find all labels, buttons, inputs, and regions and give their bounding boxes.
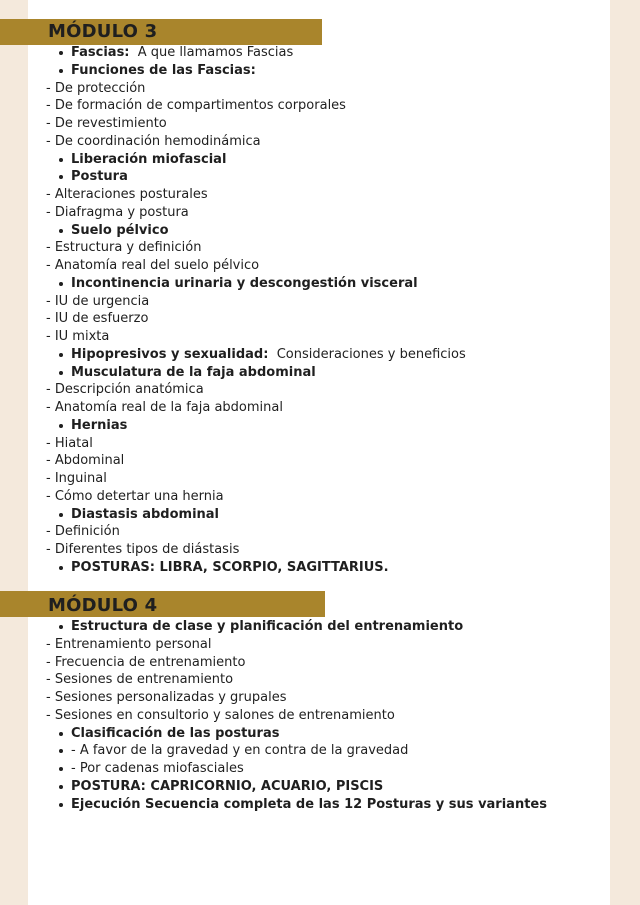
list-item-subpoint [46, 115, 606, 133]
list-item-subpoint [46, 204, 606, 222]
list-item-subpoint [46, 399, 606, 417]
list-item-heading: Clasificación de las posturas [71, 725, 280, 741]
list-item-text: - De formación de compartimentos corporales [46, 98, 346, 114]
list-item-subpoint [46, 435, 606, 453]
list-item-text: - Anatomía real de la faja abdominal [46, 400, 283, 415]
list-item-subpoint [46, 133, 606, 151]
list-item-bullet [46, 346, 606, 364]
list-item-bullet [46, 506, 606, 524]
module-4-title: MÓDULO 4 [48, 595, 158, 616]
list-item-heading: POSTURAS: LIBRA, SCORPIO, SAGITTARIUS. [71, 559, 389, 575]
list-item-subpoint [46, 654, 606, 672]
list-item-text: - Alteraciones posturales [46, 187, 208, 202]
list-item-text: - Descripción anatómica [46, 382, 204, 398]
list-item-text: - Sesiones de entrenamiento [46, 672, 234, 688]
list-item-bullet [46, 62, 606, 80]
list-item-text: - De protección [46, 80, 146, 96]
list-item-heading: Hernias [71, 417, 128, 433]
list-item-bullet [46, 618, 606, 636]
list-item-heading: Diastasis abdominal [71, 506, 220, 522]
list-item-subpoint [46, 452, 606, 470]
list-item-heading: Liberación miofascial [71, 151, 227, 167]
list-item-subpoint [46, 381, 606, 399]
list-item-subpoint [46, 293, 606, 311]
list-item-subpoint [46, 488, 606, 506]
list-item-text: - Frecuencia de entrenamiento [46, 654, 246, 670]
list-item-heading: Postura [71, 169, 128, 185]
list-item-text: A que llamamos Fascias [129, 45, 294, 60]
list-item-bullet [46, 222, 606, 240]
list-item-bullet [46, 725, 606, 743]
list-item-subpoint [46, 310, 606, 328]
list-item-heading: Fascias: [71, 45, 130, 60]
list-item-subpoint [46, 80, 606, 98]
list-item-bullet [46, 151, 606, 169]
list-item-text: - Estructura y definición [46, 240, 202, 256]
list-item-bullet [46, 275, 606, 293]
list-item-bullet [46, 168, 606, 186]
module-4-topic-list [46, 618, 606, 813]
list-item-bullet [46, 417, 606, 435]
list-item-text: - Diafragma y postura [46, 204, 189, 220]
list-item-subpoint [46, 239, 606, 257]
list-item-text: - Entrenamiento personal [46, 636, 212, 652]
list-item-bullet [46, 778, 606, 796]
list-item-heading: Musculatura de la faja abdominal [71, 364, 316, 380]
list-item-text: Consideraciones y beneficios [268, 346, 466, 362]
list-item-text: - IU mixta [46, 329, 110, 344]
list-item-subpoint [46, 470, 606, 488]
page-margin-right [610, 0, 640, 905]
list-item-subpoint [46, 671, 606, 689]
list-item-text: - De revestimiento [46, 116, 167, 131]
list-item-bullet [46, 742, 606, 760]
list-item-subpoint [46, 541, 606, 559]
list-item-subpoint [46, 257, 606, 275]
list-item-text: - A favor de la gravedad y en contra de la gravedad [71, 743, 409, 759]
list-item-subpoint [46, 97, 606, 115]
list-item-heading: Suelo pélvico [71, 222, 169, 238]
list-item-heading: POSTURA: CAPRICORNIO, ACUARIO, PISCIS [71, 778, 384, 794]
list-item-text: - Inguinal [46, 471, 107, 486]
list-item-text: - Abdominal [46, 453, 125, 469]
list-item-text: - IU de esfuerzo [46, 311, 149, 327]
list-item-heading: Funciones de las Fascias: [71, 62, 256, 78]
list-item-bullet [46, 559, 606, 577]
list-item-subpoint [46, 689, 606, 707]
list-item-subpoint [46, 186, 606, 204]
module-3-title: MÓDULO 3 [48, 21, 158, 42]
list-item-subpoint [46, 523, 606, 541]
list-item-text: - Definición [46, 524, 120, 540]
list-item-bullet [46, 796, 606, 814]
list-item-subpoint [46, 707, 606, 725]
list-item-heading: Hipopresivos y sexualidad: [71, 346, 269, 362]
list-item-bullet [46, 44, 606, 62]
list-item-text: - IU de urgencia [46, 293, 150, 309]
list-item-subpoint [46, 636, 606, 654]
list-item-text: - Hiatal [46, 435, 93, 451]
list-item-heading: Ejecución Secuencia completa de las 12 Posturas y sus variantes [71, 796, 547, 812]
list-item-subpoint [46, 328, 606, 346]
list-item-text: - Diferentes tipos de diástasis [46, 542, 240, 557]
list-item-bullet [46, 364, 606, 382]
list-item-text: - Cómo detertar una hernia [46, 488, 224, 504]
list-item-text: - De coordinación hemodinámica [46, 133, 261, 149]
page-margin-left [0, 0, 28, 905]
list-item-text: - Sesiones personalizadas y grupales [46, 690, 287, 705]
list-item-heading: Incontinencia urinaria y descongestión visceral [71, 275, 418, 291]
module-3-topic-list [46, 44, 606, 577]
list-item-text: - Anatomía real del suelo pélvico [46, 258, 260, 273]
list-item-heading: Estructura de clase y planificación del entrenamiento [71, 619, 464, 634]
list-item-text: - Sesiones en consultorio y salones de entrenamiento [46, 707, 395, 723]
list-item-bullet [46, 760, 606, 778]
list-item-text: - Por cadenas miofasciales [71, 761, 244, 776]
